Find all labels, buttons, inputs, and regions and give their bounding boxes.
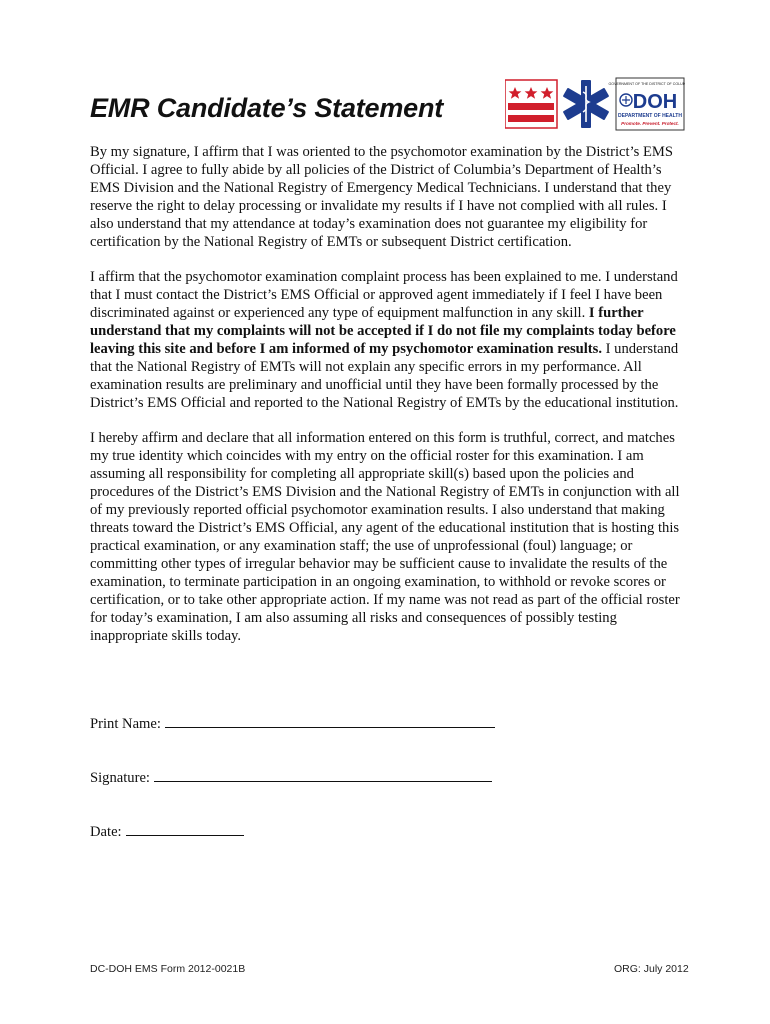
- doh-logo-top-text: GOVERNMENT OF THE DISTRICT OF COLUMBIA: [608, 82, 685, 86]
- signature-row: [90, 768, 492, 787]
- doh-logo-dept-text: DEPARTMENT OF HEALTH: [618, 113, 682, 119]
- signature-label: Signature:: [90, 770, 150, 786]
- paragraph-complaints-bold: I further understand that my complaints will not be accepted if I do not file my complaints today before leaving this site and before I am informed of my psychomotor examination results.: [90, 305, 676, 357]
- date-row: [90, 822, 244, 841]
- print-name-label: Print Name:: [90, 716, 161, 732]
- date-label: Date:: [90, 824, 122, 840]
- dc-flag-logo: [505, 80, 557, 128]
- paragraph-affirmation: I hereby affirm and declare that all information entered on this form is truthful, correct, and matches my true identity which coincides with my entry on the official roster for this examination. I am assuming all responsibility for completing all appropriate skill(s) based upon the policies and procedures of the District’s EMS Division and the National Registry of EMTs in conjunction with all of my previously reported official psychomotor examination results. I also understand that making threats toward the District’s EMS Official, any agent of the educational institution that is hosting this practical examination, or any examination staff; the use of unprofessional (foul) language; or committing other types of irregular behavior may be sufficient cause to invalidate the results of the examination, to terminate participation in an ongoing examination, to withhold or revoke scores or certification, or to take other appropriate action. If my name was not read as part of the official roster for today’s examination, I am also assuming all risks and consequences of possibly testing inappropriate skills today.: [90, 430, 680, 644]
- doh-logo-text: DOH: [632, 91, 678, 113]
- paragraph-complaints-start: I affirm that the psychomotor examination complaint process has been explained to me. I understand that I must contact the District’s EMS Official or approved agent immediately if I feel I have been discriminated against or experienced any type of equipment malfunction in any skill.: [90, 269, 678, 321]
- statement-body: [90, 143, 685, 662]
- page-title: EMR Candidate’s Statement: [90, 93, 444, 123]
- paragraph-complaints-end: I understand that the National Registry of EMTs will not explain any specific errors in my performance. All examination results are preliminary and unofficial until they have been formally processed by the District’s EMS Official and reported to the National Registry of EMTs by the educational institution.: [90, 341, 679, 411]
- print-name-field[interactable]: [165, 714, 495, 728]
- print-name-row: [90, 714, 495, 733]
- paragraph-orientation: By my signature, I affirm that I was oriented to the psychomotor examination by the District’s EMS Official. I agree to fully abide by all policies of the District of Columbia’s Department of Health’s EMS Division and the National Registry of Emergency Medical Technicians. I understand that they reserve the right to delay processing or invalidate my results if I have not complied with all rules. I also understand that my attendance at today’s examination does not guarantee my eligibility for certification by the National Registry of EMTs or subsequent District certification.: [90, 144, 673, 250]
- header-logos: [505, 76, 685, 132]
- doh-logo: [608, 78, 685, 130]
- footer-org-date: ORG: July 2012: [614, 963, 689, 975]
- logos-svg: [505, 76, 685, 132]
- footer-form-id: DC-DOH EMS Form 2012-0021B: [90, 963, 246, 975]
- signature-field[interactable]: [154, 768, 492, 782]
- paragraph-complaints: [90, 268, 685, 412]
- star-of-life-logo: [563, 80, 610, 128]
- date-field[interactable]: [126, 822, 244, 836]
- doh-logo-tagline: Promote. Prevent. Protect.: [621, 121, 679, 126]
